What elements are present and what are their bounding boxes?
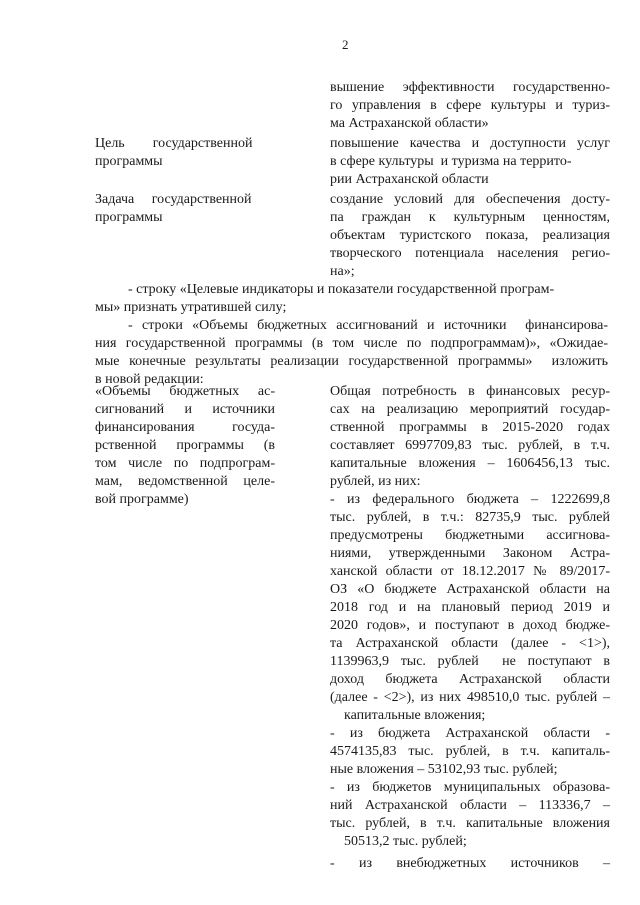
task-text-line: па граждан к культурным ценностям, <box>330 210 610 225</box>
task-text-line: на»; <box>330 264 355 279</box>
task-label-line: Задача государственной <box>95 192 252 207</box>
volumes-text-line: 1139963,9 тыс. рублей не поступают в <box>330 654 610 669</box>
paragraph-line: в новой редакции: <box>95 372 204 387</box>
volumes-text-line: тыс. рублей, в т.ч. капитальные вложения <box>330 816 610 831</box>
volumes-text-line: (далее - <2>), из них 498510,0 тыс. рублей – <box>330 690 610 705</box>
paragraph-line: - строку «Целевые индикаторы и показатели государственной програм- <box>128 282 555 297</box>
volumes-text-line: та Астраханской области (далее - <1>), <box>330 636 610 651</box>
goal-label-line: Цель государственной <box>95 136 253 151</box>
paragraph-line: мы» признать утратившей силу; <box>95 300 287 315</box>
volumes-text-line: капитальные вложения; <box>344 708 486 723</box>
volumes-text-line: составляет 6997709,83 тыс. рублей, в т.ч. <box>330 438 610 453</box>
goal-text-line: в сфере культуры и туризма на террито- <box>330 154 572 169</box>
top-right-line: го управления в сфере культуры и туриз- <box>330 98 610 113</box>
volumes-text-line: ниями, утвержденными Законом Астра- <box>330 546 610 561</box>
volumes-text-line: капитальные вложения – 1606456,13 тыс. <box>330 456 610 471</box>
volumes-text-line: тыс. рублей, в т.ч.: 82735,9 тыс. рублей <box>330 510 610 525</box>
volumes-label-line: финансирования госуда- <box>95 420 275 435</box>
volumes-text-line: доход бюджета Астраханской области <box>330 672 610 687</box>
top-right-line: ма Астраханской области» <box>330 116 489 131</box>
goal-label-line: программы <box>95 154 163 169</box>
goal-text-line: повышение качества и доступности услуг <box>330 136 610 151</box>
volumes-text-line: предусмотрены бюджетными ассигнова- <box>330 528 610 543</box>
volumes-text-line: - из внебюджетных источников – <box>330 856 610 871</box>
volumes-text-line: Общая потребность в финансовых ресур- <box>330 384 610 399</box>
volumes-text-line: сах на реализацию мероприятий государ- <box>330 402 610 417</box>
page-number: 2 <box>342 37 349 52</box>
volumes-text-line: ОЗ «О бюджете Астраханской области на <box>330 582 610 597</box>
volumes-text-line: ханской области от 18.12.2017 № 89/2017- <box>330 564 610 579</box>
goal-text-line: рии Астраханской области <box>330 172 489 187</box>
task-text-line: создание условий для обеспечения досту- <box>330 192 610 207</box>
volumes-label-line: том числе по подпрограм- <box>95 456 275 471</box>
volumes-label-line: «Объемы бюджетных ас- <box>95 384 275 399</box>
volumes-text-line: 4574135,83 тыс. рублей, в т.ч. капиталь- <box>330 744 610 759</box>
volumes-label-line: сигнований и источники <box>95 402 275 417</box>
paragraph-line: мые конечные результаты реализации государственной программы» изложить <box>95 354 608 369</box>
volumes-label-line: рственной программы (в <box>95 438 275 453</box>
volumes-text-line: - из бюджетов муниципальных образова- <box>330 780 610 795</box>
volumes-text-line: ственной программы в 2015-2020 годах <box>330 420 610 435</box>
volumes-label-line: вой программе) <box>95 492 189 507</box>
volumes-text-line: - из федерального бюджета – 1222699,8 <box>330 492 610 507</box>
top-right-line: вышение эффективности государственно- <box>330 80 610 95</box>
task-text-line: творческого потенциала населения регио- <box>330 246 610 261</box>
volumes-text-line: ний Астраханской области – 113336,7 – <box>330 798 610 813</box>
task-text-line: объектам туристского показа, реализация <box>330 228 610 243</box>
volumes-text-line: 2020 годов», и поступают в доход бюдже- <box>330 618 610 633</box>
task-label-line: программы <box>95 210 163 225</box>
volumes-text-line: 50513,2 тыс. рублей; <box>344 834 467 849</box>
paragraph-line: ния государственной программы (в том числе по подпрограммам)», «Ожидае- <box>95 336 608 351</box>
volumes-text-line: - из бюджета Астраханской области - <box>330 726 610 741</box>
volumes-text-line: рублей, из них: <box>330 474 421 489</box>
volumes-text-line: 2018 год и на плановый период 2019 и <box>330 600 610 615</box>
paragraph-line: - строки «Объемы бюджетных ассигнований и источники финансирова- <box>128 318 608 333</box>
volumes-label-line: мам, ведомственной целе- <box>95 474 275 489</box>
volumes-text-line: ные вложения – 53102,93 тыс. рублей; <box>330 762 558 777</box>
